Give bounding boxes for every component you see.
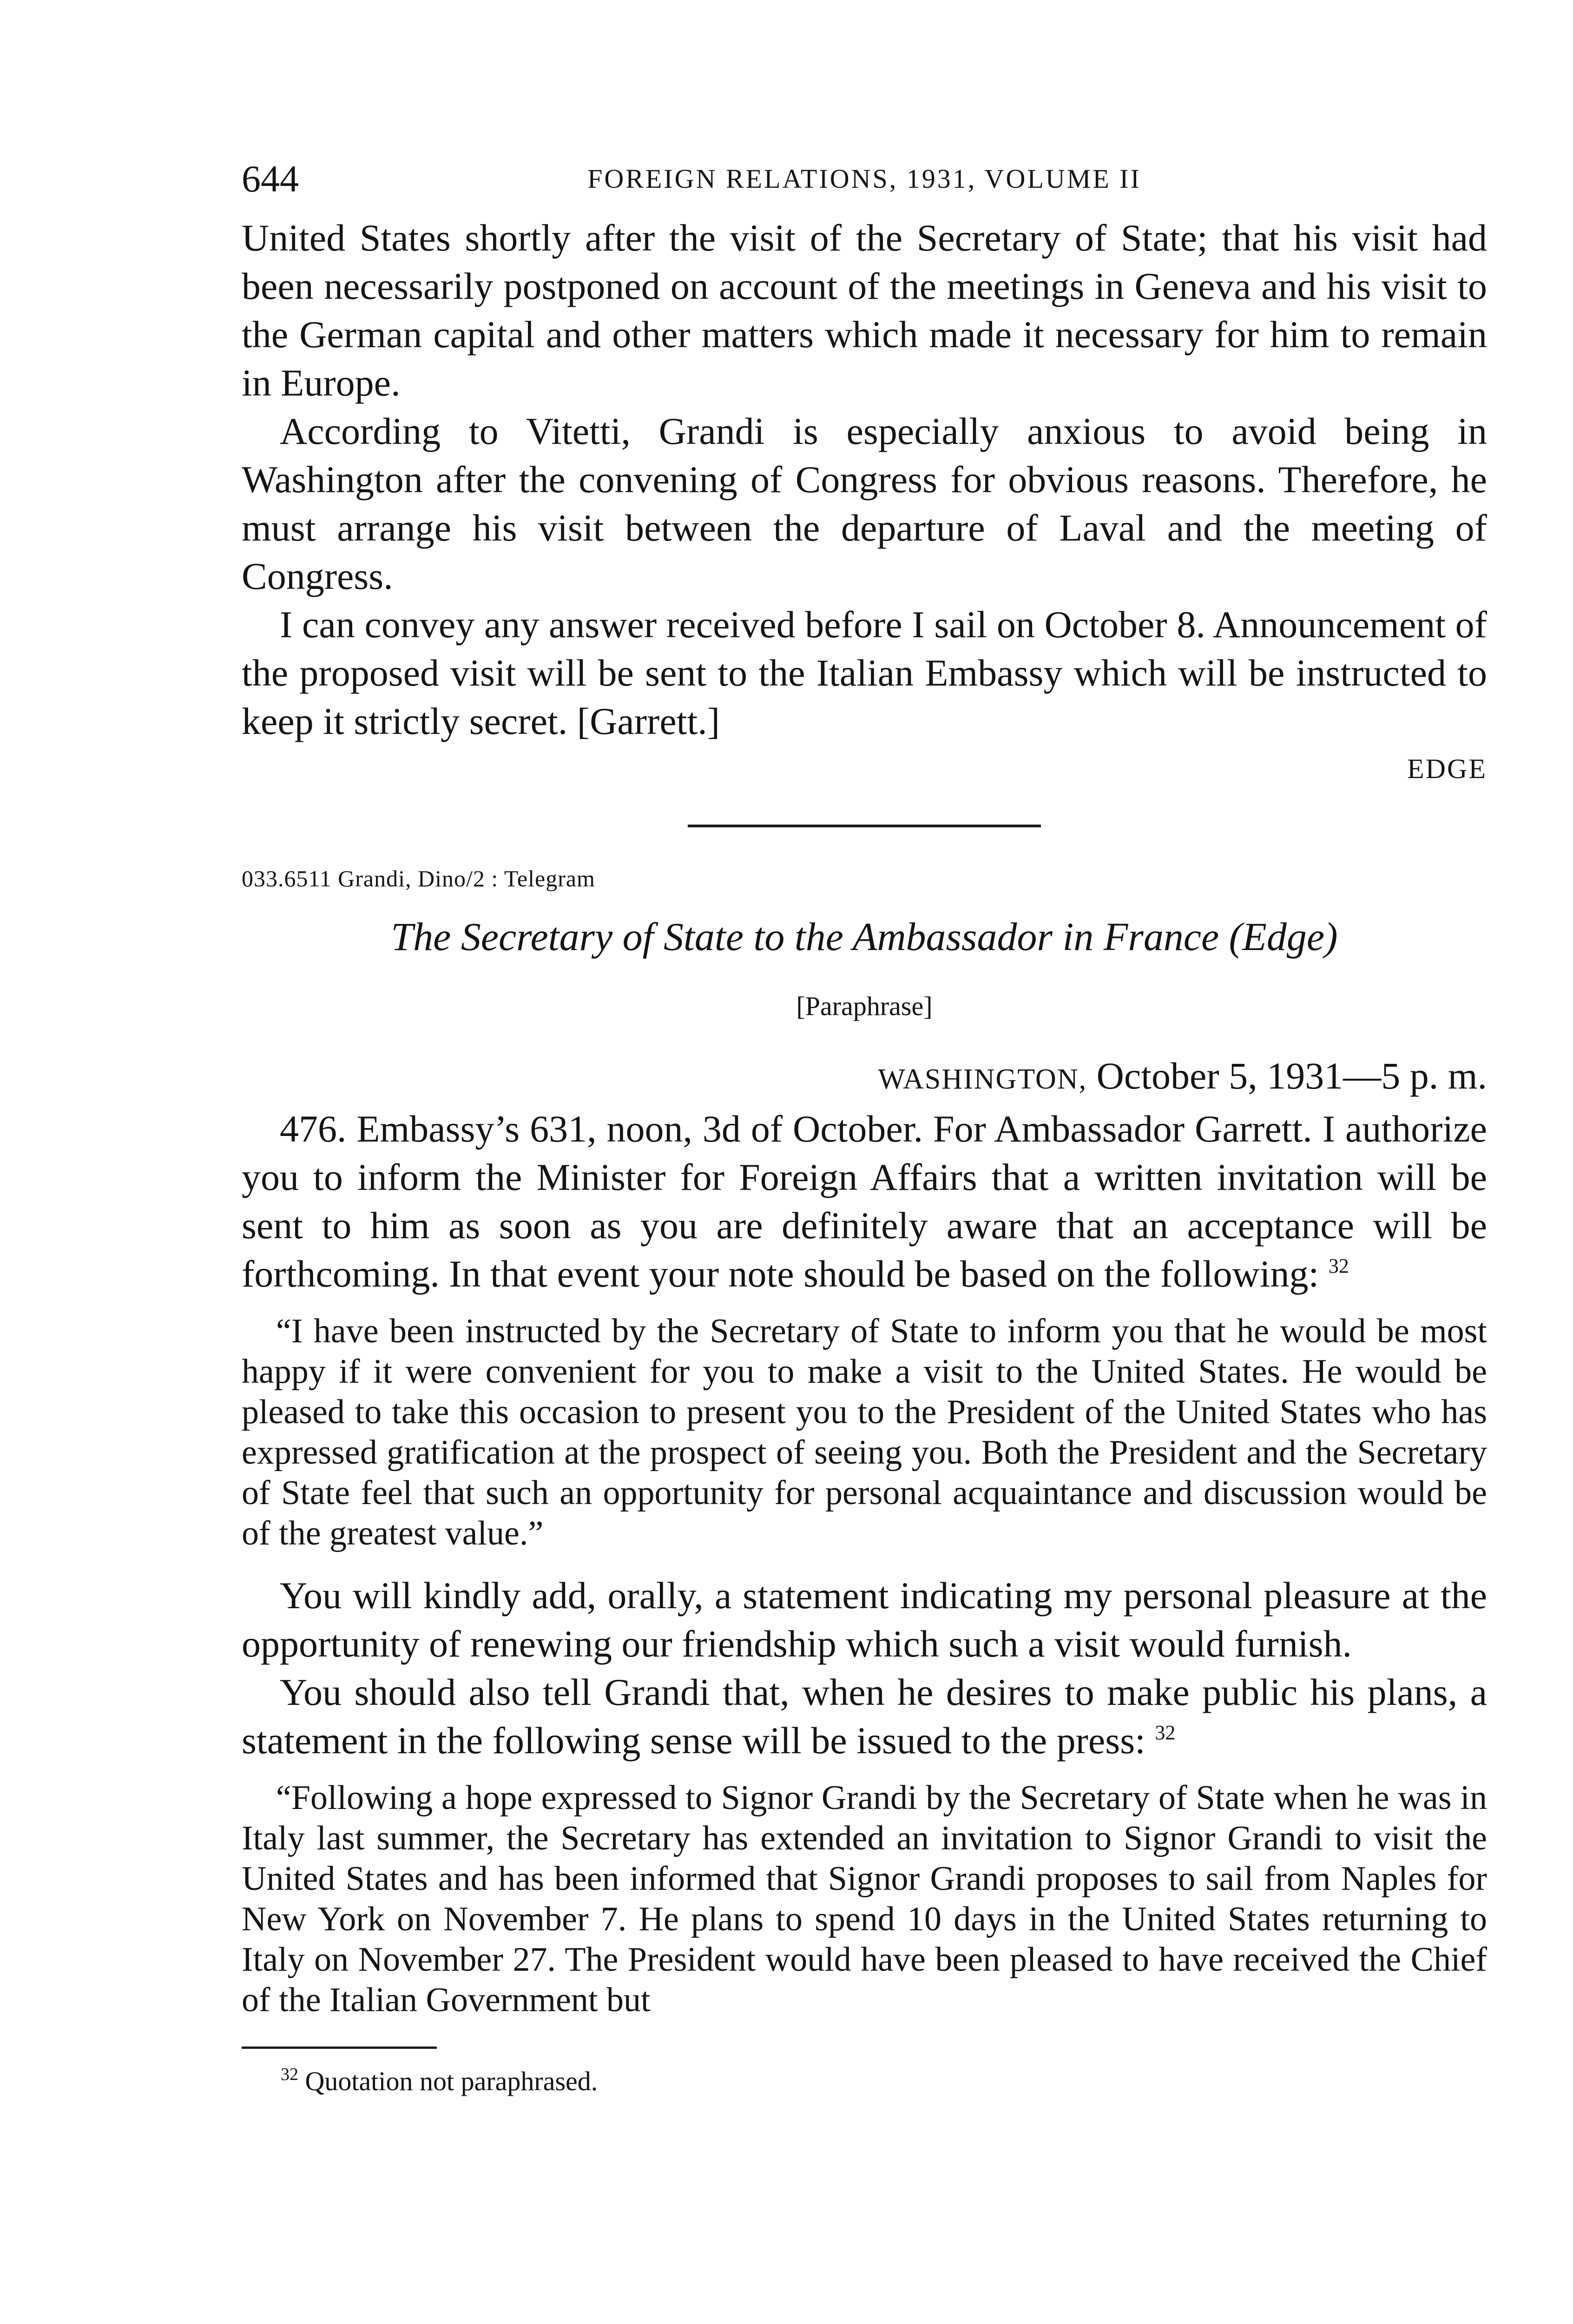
dateline-date: October 5, 1931—5 p. m.: [1096, 1055, 1487, 1097]
file-reference: 033.6511 Grandi, Dino/2 : Telegram: [242, 865, 595, 891]
running-head: [242, 153, 1487, 205]
paraphrase-note: [Paraphrase]: [796, 991, 933, 1021]
section-divider: [688, 825, 1041, 827]
footnote-mark: 32: [281, 2065, 298, 2084]
telegram-paragraph-3: [242, 1668, 1487, 1765]
dateline: [242, 1050, 1487, 1105]
footnote-ref: 32: [1155, 1721, 1176, 1744]
footnote-ref: 32: [1328, 1254, 1349, 1277]
telegram-paragraph-2: You will kindly add, orally, a statement indicating my personal pleasure at the opportunity of renewing our friendship which such a visit would furnish.: [242, 1574, 1487, 1665]
signature: EDGE: [1407, 753, 1487, 784]
telegram-paragraph-1-text: 476. Embassy’s 631, noon, 3d of October. For Ambassador Garrett. I authorize you to inform the Minister for Foreign Affairs that a written invitation will be sent to him as soon as you are definitely aware that an acceptance will be forthcoming. In that event your note should be based on the following:: [242, 1108, 1487, 1295]
footnote-divider: [242, 2047, 437, 2049]
dateline-place: WASHINGTON,: [878, 1063, 1087, 1095]
footnote: [242, 2063, 1487, 2100]
telegram-paragraph-3-text: You should also tell Grandi that, when he desires to make public his plans, a statement in the following sense will be issued to the press:: [242, 1671, 1487, 1762]
document-title: The Secretary of State to the Ambassador in France (Edge): [391, 914, 1338, 959]
footnote-text: Quotation not paraphrased.: [305, 2066, 598, 2096]
telegram-paragraph-1: [242, 1105, 1487, 1298]
page-number: 644: [242, 158, 299, 200]
quoted-note: “I have been instructed by the Secretary of State to inform you that he would be most happy if it were convenient for you to make a visit to the United States. He would be pleased to take this occasion to present you to the President of the United States who has expressed gratification at the prospect of seeing you. Both the President and the Secretary of State feel that such an opportunity for personal acquaintance and discussion would be of the greatest value.”: [242, 1312, 1487, 1552]
volume-title: FOREIGN RELATIONS, 1931, VOLUME II: [587, 164, 1141, 194]
continuation-paragraph-3: I can convey any answer received before I sail on October 8. Announcement of the proposed visit will be sent to the Italian Embassy which will be instructed to keep it strictly secret. [Garrett.]: [242, 603, 1487, 742]
document-page: [242, 153, 1487, 2100]
continuation-paragraph-1: United States shortly after the visit of the Secretary of State; that his visit had been necessarily postponed on account of the meetings in Geneva and his visit to the German capital and other matters which made it necessary for him to remain in Europe.: [242, 217, 1487, 404]
continuation-paragraph-2: According to Vitetti, Grandi is especially anxious to avoid being in Washington after the convening of Congress for obvious reasons. Therefore, he must arrange his visit between the departure of Laval and the meeting of Congress.: [242, 410, 1487, 597]
quoted-press-statement: “Following a hope expressed to Signor Grandi by the Secretary of State when he was in Italy last summer, the Secretary has extended an invitation to Signor Grandi to visit the United States and has been informed that Signor Grandi proposes to sail from Naples for New York on November 7. He plans to spend 10 days in the United States returning to Italy on November 27. The President would have been pleased to have received the Chief of the Italian Government but: [242, 1779, 1487, 2019]
